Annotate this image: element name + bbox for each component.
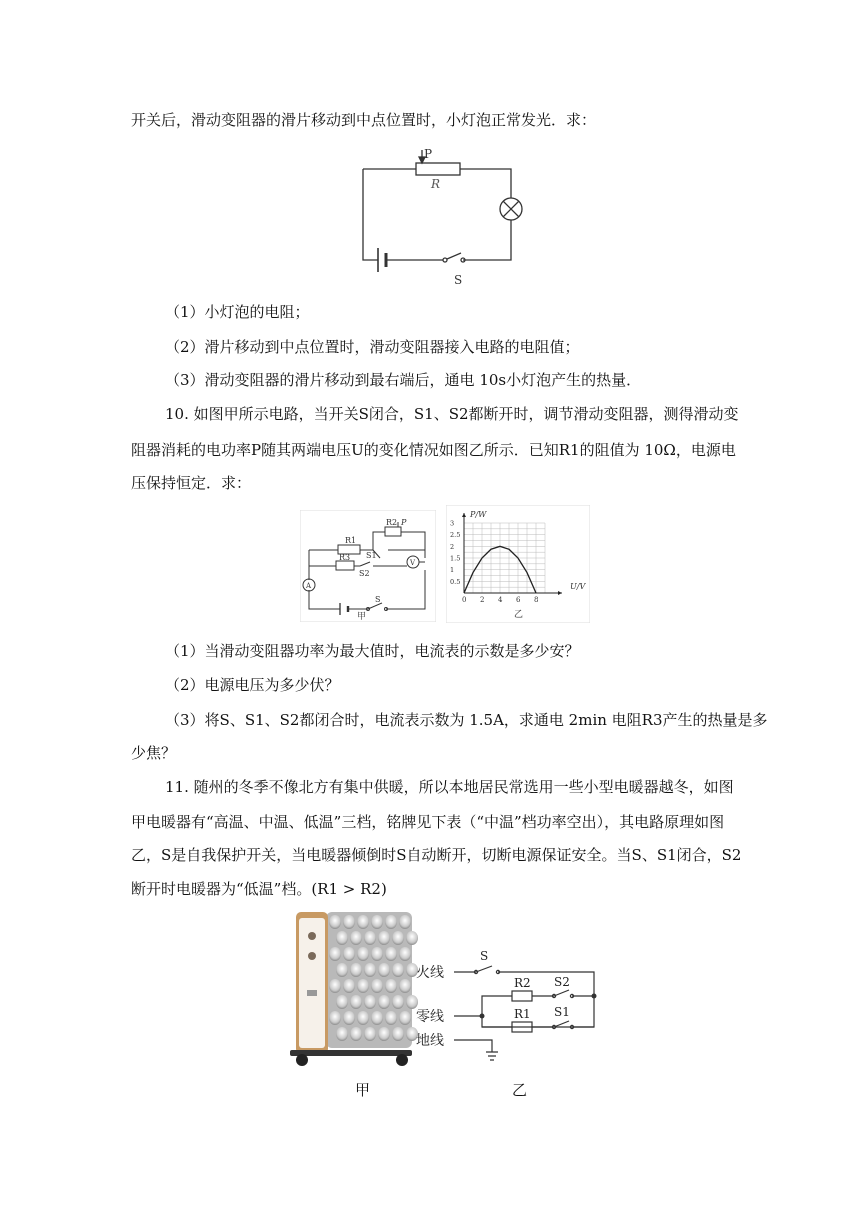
fin-cell	[364, 963, 376, 977]
y-tick-label: 0.5	[450, 577, 461, 586]
q10-line2: 阻器消耗的电功率P随其两端电压U的变化情况如图乙所示．已知R1的阻值为 10Ω，电源电	[131, 441, 736, 459]
chart-grid	[464, 523, 545, 593]
fin-cell	[392, 1027, 404, 1041]
knob-icon	[308, 952, 316, 960]
x-tick-label: 2	[480, 596, 485, 604]
fin-cell	[350, 995, 362, 1009]
rheostat-r-label: R	[431, 177, 441, 191]
switch-s-label: S	[454, 273, 463, 287]
fin-cell	[336, 995, 348, 1009]
fin-cell	[371, 947, 383, 961]
neutral-wire-label: 零线	[416, 1009, 444, 1025]
fin-cell	[329, 1011, 341, 1025]
chart-axes	[462, 513, 562, 595]
slider-p-label: P	[424, 147, 433, 161]
s1-label: S1	[366, 551, 377, 560]
fin-cell	[392, 995, 404, 1009]
q10-sub1: （1）当滑动变阻器功率为最大值时，电流表的示数是多少安？	[165, 642, 580, 660]
s2-label: S2	[359, 569, 370, 578]
fin-cell	[371, 915, 383, 929]
y-tick-label: 1.5	[450, 554, 461, 563]
fin-cell	[364, 1027, 376, 1041]
q10-sub2: （2）电源电压为多少伏？	[165, 676, 340, 694]
s2-label: S2	[554, 975, 570, 989]
x-axis-label: U/V	[570, 582, 586, 591]
y-axis-arrow-icon	[462, 513, 466, 517]
r2-label: R2	[386, 518, 398, 527]
switch-s-label: S	[480, 949, 489, 963]
q10-sub3a: （3）将S、S1、S2都闭合时，电流表示数为 1.5A，求通电 2min 电阻R3产生的热量是多	[165, 711, 768, 729]
fin-cell	[371, 1011, 383, 1025]
q10-sub3b: 少焦？	[131, 744, 177, 762]
ground-wire-label: 地线	[416, 1033, 444, 1049]
fin-cell	[343, 915, 355, 929]
q11-line4: 断开时电暖器为“低温”档。(R1 > R2)	[131, 880, 387, 898]
caption-jia: 甲	[357, 612, 367, 622]
fin-cell	[392, 963, 404, 977]
fin-cell	[399, 979, 411, 993]
fin-cell	[378, 1027, 390, 1041]
x-tick-label: 0	[462, 596, 467, 604]
fin-cell	[357, 979, 369, 993]
s1-label: S1	[554, 1005, 570, 1019]
r3-label: R3	[339, 553, 351, 562]
fin-cell	[329, 947, 341, 961]
fin-cell	[336, 931, 348, 945]
fin-cell	[336, 963, 348, 977]
q11-line2: 甲电暖器有“高温、中温、低温”三档，铭牌见下表（“中温”档功率空出），其电路原理如图	[131, 813, 725, 831]
live-wire-label: 火线	[416, 965, 444, 981]
r1-label: R1	[514, 1007, 531, 1021]
y-tick-label: 2.5	[450, 531, 461, 540]
r2-label: R2	[514, 976, 531, 990]
fin-cell	[343, 947, 355, 961]
fin-cell	[329, 979, 341, 993]
fin-cell	[357, 915, 369, 929]
display-icon	[307, 990, 317, 996]
fin-cell	[350, 1027, 362, 1041]
voltmeter-label: V	[410, 559, 416, 567]
fin-cell	[392, 931, 404, 945]
fin-cell	[371, 979, 383, 993]
fin-cell	[399, 947, 411, 961]
circuit-figure-q11	[414, 940, 606, 1070]
switch-s-label: S	[375, 595, 381, 604]
r1-label: R1	[345, 536, 357, 545]
fin-cell	[378, 963, 390, 977]
fin-cell	[343, 979, 355, 993]
x-tick-label: 8	[534, 596, 539, 604]
q9-sub2: （2）滑片移动到中点位置时，滑动变阻器接入电路的电阻值；	[165, 338, 580, 356]
power-voltage-chart	[446, 505, 590, 623]
q9-sub3: （3）滑动变阻器的滑片移动到最右端后，通电 10s小灯泡产生的热量．	[165, 371, 642, 389]
fin-cell	[364, 995, 376, 1009]
ammeter-label: A	[306, 582, 312, 590]
fin-cell	[378, 995, 390, 1009]
x-tick-label: 6	[516, 596, 521, 604]
fin-cell	[329, 915, 341, 929]
y-tick-label: 1	[450, 566, 455, 575]
fin-cell	[350, 963, 362, 977]
q11-line3: 乙，S是自我保护开关，当电暖器倾倒时S自动断开，切断电源保证安全。当S、S1闭合，S2	[131, 846, 742, 864]
fin-cell	[385, 1011, 397, 1025]
fin-cell	[357, 947, 369, 961]
fin-cell	[385, 979, 397, 993]
fin-cell	[350, 931, 362, 945]
fin-cell	[385, 947, 397, 961]
chart-caption: 乙	[514, 610, 524, 620]
wheel-icon	[396, 1054, 408, 1066]
circuit-figure-q9	[358, 142, 524, 292]
x-axis-arrow-icon	[558, 591, 562, 595]
knob-icon	[308, 932, 316, 940]
circuit-figure-q10	[300, 510, 436, 622]
slider-p-label: P	[401, 518, 407, 527]
fin-cell	[357, 1011, 369, 1025]
chart-ticks	[450, 520, 538, 605]
wheel-icon	[296, 1054, 308, 1066]
fin-cell	[364, 931, 376, 945]
fin-cell	[399, 915, 411, 929]
q10-line1: 10. 如图甲所示电路，当开关S闭合，S1、S2都断开时，调节滑动变阻器，测得滑动变	[165, 405, 739, 423]
x-tick-label: 4	[498, 596, 503, 604]
y-axis-label: P/W	[470, 510, 487, 519]
fin-cell	[385, 915, 397, 929]
y-tick-label: 2	[450, 542, 455, 551]
fin-cell	[399, 1011, 411, 1025]
fin-cell	[378, 931, 390, 945]
q9-intro: 开关后，滑动变阻器的滑片移动到中点位置时，小灯泡正常发光．求：	[131, 111, 597, 129]
y-tick-label: 3	[450, 519, 455, 528]
caption-yi: 乙	[512, 1081, 528, 1099]
caption-jia: 甲	[355, 1081, 371, 1099]
q11-line1: 11. 随州的冬季不像北方有集中供暖，所以本地居民常选用一些小型电暖器越冬，如图	[165, 778, 734, 796]
q10-line3: 压保持恒定．求：	[131, 474, 252, 492]
q9-sub1: （1）小灯泡的电阻；	[165, 303, 310, 321]
fin-cell	[336, 1027, 348, 1041]
fin-cell	[343, 1011, 355, 1025]
heater-photo	[288, 908, 418, 1068]
